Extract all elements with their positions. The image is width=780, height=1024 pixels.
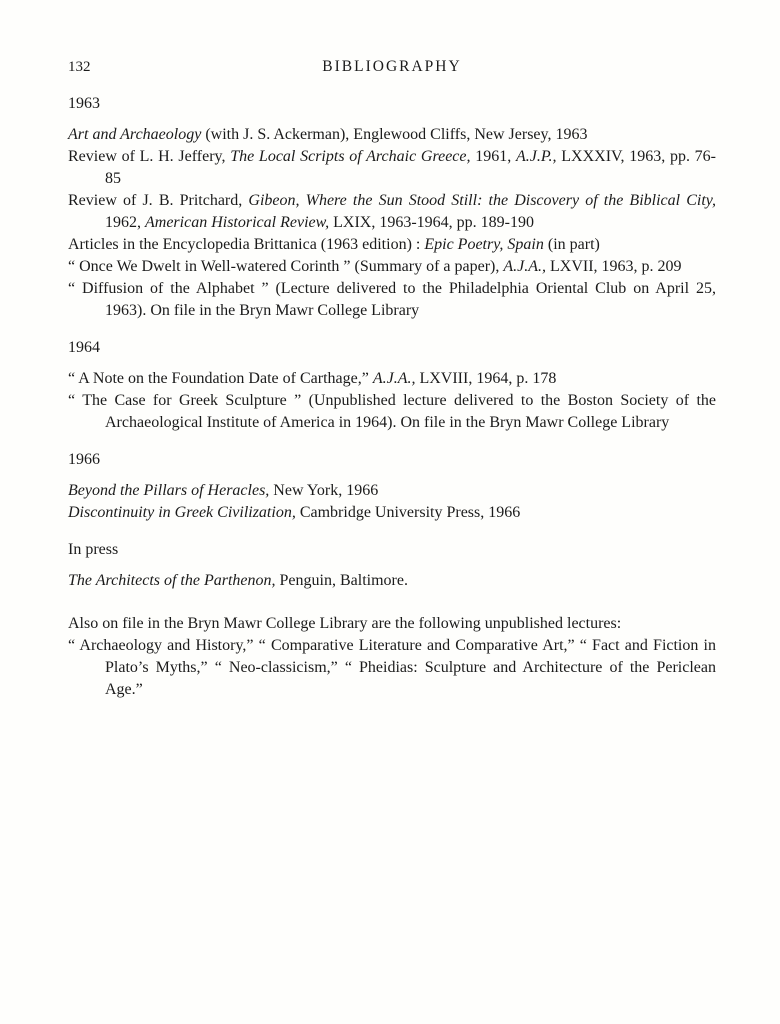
page-header	[68, 56, 716, 78]
text-run: Review of J. B. Pritchard,	[68, 192, 249, 209]
text-run: The Architects of the Parthenon,	[68, 572, 276, 589]
bibliography-section	[68, 337, 716, 434]
bib-entry	[68, 256, 716, 278]
text-run: Review of L. H. Jeffery,	[68, 148, 231, 165]
bibliography-section	[68, 613, 716, 701]
text-run: (in part)	[543, 236, 600, 253]
text-run: “ A Note on the Foundation Date of Carthage,”	[68, 370, 373, 387]
text-run: LXVIII, 1964, p. 178	[415, 370, 557, 387]
bibliography-section	[68, 93, 716, 322]
bib-entry	[68, 570, 716, 592]
text-run: Also on file in the Bryn Mawr College Library are the following unpublished lectures:	[68, 615, 622, 632]
bib-entry	[68, 502, 716, 524]
text-run: LXIX, 1963-1964, pp. 189-190	[329, 214, 534, 231]
bib-entry	[68, 480, 716, 502]
bib-entry	[68, 278, 716, 322]
text-run: Gibeon, Where the Sun Stood Still: the Discovery of the Biblical City,	[248, 192, 717, 209]
text-run: “ The Case for Greek Sculpture ” (Unpublished lecture delivered to the Boston Society of the Archaeological Institute of America in 1964). On file in the Bryn Mawr College Library	[68, 392, 716, 431]
section-heading: 1964	[68, 339, 100, 356]
page-number: 132	[68, 59, 91, 75]
text-run: (with J. S. Ackerman), Englewood Cliffs, New Jersey, 1963	[201, 126, 588, 143]
bib-entry	[68, 390, 716, 434]
running-head-title: BIBLIOGRAPHY	[322, 58, 462, 75]
text-run: Articles in the Encyclopedia Brittanica (1963 edition) :	[68, 236, 425, 253]
bibliography-section	[68, 449, 716, 524]
text-run: Cambridge University Press, 1966	[295, 504, 521, 521]
bib-entry	[68, 635, 716, 701]
section-heading: In press	[68, 541, 119, 558]
text-run: LXXXIV, 1963, pp. 76-85	[105, 148, 717, 187]
bibliography-sections	[68, 93, 716, 701]
text-run: A.J.P.,	[515, 148, 557, 165]
bib-entry	[68, 613, 716, 635]
text-run: “ Archaeology and History,” “ Comparative Literature and Comparative Art,” “ Fact and Fiction in Plato’s Myths,” “ Neo-classicism,” “ Pheidias: Sculpture and Architecture of the Periclean Age.”	[68, 637, 716, 698]
text-run: A.J.A.,	[503, 258, 547, 275]
text-run: New York, 1966	[269, 482, 379, 499]
text-run: Epic Poetry, Spain	[424, 236, 544, 253]
text-run: Beyond the Pillars of Heracles,	[68, 482, 270, 499]
text-run: The Local Scripts of Archaic Greece,	[230, 148, 471, 165]
text-run: American Historical Review,	[145, 214, 330, 231]
text-run: Art and Archaeology	[68, 126, 202, 143]
bib-entry	[68, 234, 716, 256]
text-run: 1962,	[105, 214, 145, 231]
section-heading: 1963	[68, 95, 100, 112]
bib-entry	[68, 190, 716, 234]
text-run: LXVII, 1963, p. 209	[546, 258, 682, 275]
text-run: 1961,	[470, 148, 516, 165]
text-run: “ Diffusion of the Alphabet ” (Lecture delivered to the Philadelphia Oriental Club on April 25, 1963). On file in the Bryn Mawr College Library	[68, 280, 716, 319]
bib-entry	[68, 124, 716, 146]
bib-entry	[68, 146, 716, 190]
section-heading: 1966	[68, 451, 100, 468]
bibliography-section	[68, 539, 716, 592]
text-run: Penguin, Baltimore.	[275, 572, 408, 589]
text-run: Discontinuity in Greek Civilization,	[68, 504, 296, 521]
text-run: “ Once We Dwelt in Well-watered Corinth ” (Summary of a paper),	[68, 258, 504, 275]
bib-entry	[68, 368, 716, 390]
text-run: A.J.A.,	[372, 370, 416, 387]
